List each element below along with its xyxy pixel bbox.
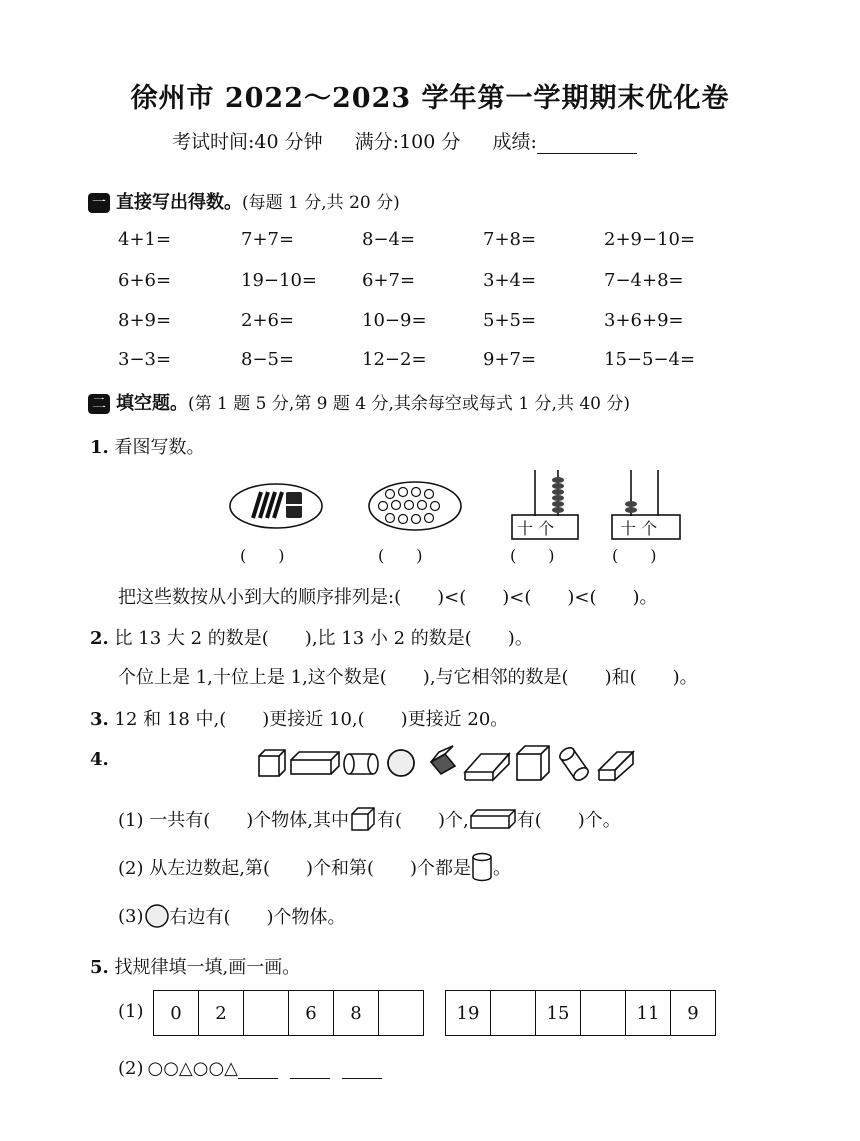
question-4-number: 4. bbox=[90, 749, 109, 770]
q4-p3-text-b: 右边有( )个物体。 bbox=[169, 907, 346, 928]
question-1-text: 看图写数。 bbox=[114, 437, 205, 458]
calc-item: 2+9−10= bbox=[604, 229, 696, 250]
number-box-row-1 bbox=[153, 990, 424, 1036]
pattern-blank[interactable] bbox=[238, 1060, 278, 1079]
number-box: 8 bbox=[334, 991, 379, 1035]
number-box-row-2 bbox=[445, 990, 716, 1036]
exam-meta bbox=[172, 127, 663, 154]
section-2-badge: 二 bbox=[88, 394, 110, 414]
calc-item: 7+7= bbox=[241, 229, 295, 250]
section-2-note: (第 1 题 5 分,第 9 题 4 分,其余每空或每式 1 分,共 40 分) bbox=[188, 394, 631, 414]
flowers-oval-icon bbox=[369, 482, 461, 530]
q1-order-line: 把这些数按从小到大的顺序排列是:( )<( )<( )<( )。 bbox=[118, 587, 658, 608]
section-2-title: 填空题。 bbox=[116, 393, 188, 414]
section-2-heading bbox=[88, 389, 630, 415]
cube-icon bbox=[259, 750, 285, 776]
calc-item: 2+6= bbox=[241, 310, 295, 331]
number-box[interactable] bbox=[244, 991, 289, 1035]
number-box: 0 bbox=[154, 991, 199, 1035]
question-5-text: 找规律填一填,画一画。 bbox=[114, 957, 301, 978]
section-1-title: 直接写出得数。 bbox=[116, 192, 242, 213]
score-label: 成绩: bbox=[492, 131, 537, 153]
calc-item: 3−3= bbox=[118, 349, 172, 370]
q4-p3-text-a: (3) bbox=[118, 905, 144, 927]
sphere-icon bbox=[388, 750, 414, 776]
number-box: 19 bbox=[446, 991, 491, 1035]
q4-shapes bbox=[255, 742, 645, 784]
exam-time: 考试时间:40 分钟 bbox=[172, 131, 323, 153]
question-5 bbox=[90, 953, 300, 979]
calc-item: 12−2= bbox=[362, 349, 427, 370]
number-box[interactable] bbox=[491, 991, 536, 1035]
number-box[interactable] bbox=[581, 991, 626, 1035]
calc-item: 8−4= bbox=[362, 229, 416, 250]
question-2-number: 2. bbox=[90, 628, 109, 649]
q4-p1-text-b: 有( )个, bbox=[376, 810, 469, 831]
pattern-blank[interactable] bbox=[342, 1060, 382, 1079]
sticks-bundle-icon bbox=[230, 484, 322, 528]
cylinder-icon bbox=[471, 852, 493, 882]
question-3-text: 12 和 18 中,( )更接近 10,( )更接近 20。 bbox=[114, 709, 509, 730]
q4-p1-text-c: 有( )个。 bbox=[516, 810, 621, 831]
question-3 bbox=[90, 705, 508, 731]
question-4-part1 bbox=[118, 806, 621, 832]
q4-p1-text-a: (1) 一共有( )个物体,其中 bbox=[118, 810, 349, 831]
calc-item: 15−5−4= bbox=[604, 349, 696, 370]
question-4-part2 bbox=[118, 852, 511, 882]
question-4-part3 bbox=[118, 903, 346, 929]
cuboid-icon bbox=[469, 808, 517, 830]
calc-item: 9+7= bbox=[483, 349, 537, 370]
score-blank[interactable] bbox=[537, 135, 637, 154]
q5-label-1: (1) bbox=[118, 1001, 144, 1022]
calc-item: 7−4+8= bbox=[604, 270, 684, 291]
q4-p2-text-a: (2) 从左边数起,第( )个和第( )个都是 bbox=[118, 858, 472, 879]
number-box[interactable] bbox=[379, 991, 423, 1035]
question-4 bbox=[90, 749, 109, 770]
question-3-number: 3. bbox=[90, 709, 109, 730]
answer-paren[interactable]: ( ) bbox=[510, 546, 555, 565]
q5-part2 bbox=[118, 1058, 394, 1079]
section-1-badge: 一 bbox=[88, 193, 110, 213]
section-1-heading bbox=[88, 188, 400, 214]
cylinder-icon bbox=[558, 745, 591, 782]
cube-icon bbox=[349, 806, 377, 832]
cube-icon bbox=[431, 746, 455, 774]
q5-label-2: (2) bbox=[118, 1058, 144, 1079]
number-box: 15 bbox=[536, 991, 581, 1035]
pattern-blank[interactable] bbox=[290, 1060, 330, 1079]
sphere-icon bbox=[144, 903, 170, 929]
calc-item: 3+6+9= bbox=[604, 310, 684, 331]
q4-p2-text-b: 。 bbox=[493, 858, 512, 879]
page-title: 徐州市 2022～2023 学年第一学期期末优化卷 bbox=[130, 83, 730, 114]
question-2 bbox=[90, 624, 533, 650]
calc-item: 8+9= bbox=[118, 310, 172, 331]
cuboid-icon bbox=[465, 754, 509, 780]
abacus-label: 十 个 bbox=[620, 519, 658, 538]
calc-item: 4+1= bbox=[118, 229, 172, 250]
cube-icon bbox=[517, 746, 549, 780]
number-box: 9 bbox=[687, 1002, 699, 1024]
cuboid-icon bbox=[599, 752, 633, 780]
abacus-label: 十 个 bbox=[517, 519, 555, 538]
question-2-line1: 比 13 大 2 的数是( ),比 13 小 2 的数是( )。 bbox=[114, 628, 533, 649]
cuboid-icon bbox=[291, 752, 339, 774]
question-2-line2: 个位上是 1,十位上是 1,这个数是( ),与它相邻的数是( )和( )。 bbox=[118, 667, 698, 688]
number-box: 2 bbox=[199, 991, 244, 1035]
shape-pattern: ○○△○○△ bbox=[147, 1058, 239, 1079]
calc-item: 6+7= bbox=[362, 270, 416, 291]
calc-item: 7+8= bbox=[483, 229, 537, 250]
calc-item: 6+6= bbox=[118, 270, 172, 291]
section-1-note: (每题 1 分,共 20 分) bbox=[242, 193, 400, 213]
answer-paren[interactable]: ( ) bbox=[612, 546, 657, 565]
question-5-number: 5. bbox=[90, 957, 109, 978]
number-box: 11 bbox=[626, 991, 671, 1035]
full-score: 满分:100 分 bbox=[354, 131, 461, 153]
question-1 bbox=[90, 433, 205, 459]
answer-paren[interactable]: ( ) bbox=[378, 546, 423, 565]
calc-item: 3+4= bbox=[483, 270, 537, 291]
calc-item: 19−10= bbox=[241, 270, 317, 291]
calc-item: 8−5= bbox=[241, 349, 295, 370]
calc-item: 10−9= bbox=[362, 310, 427, 331]
cylinder-icon bbox=[344, 754, 378, 774]
answer-paren[interactable]: ( ) bbox=[240, 546, 285, 565]
question-1-number: 1. bbox=[90, 437, 109, 458]
calc-item: 5+5= bbox=[483, 310, 537, 331]
number-box: 6 bbox=[289, 991, 334, 1035]
